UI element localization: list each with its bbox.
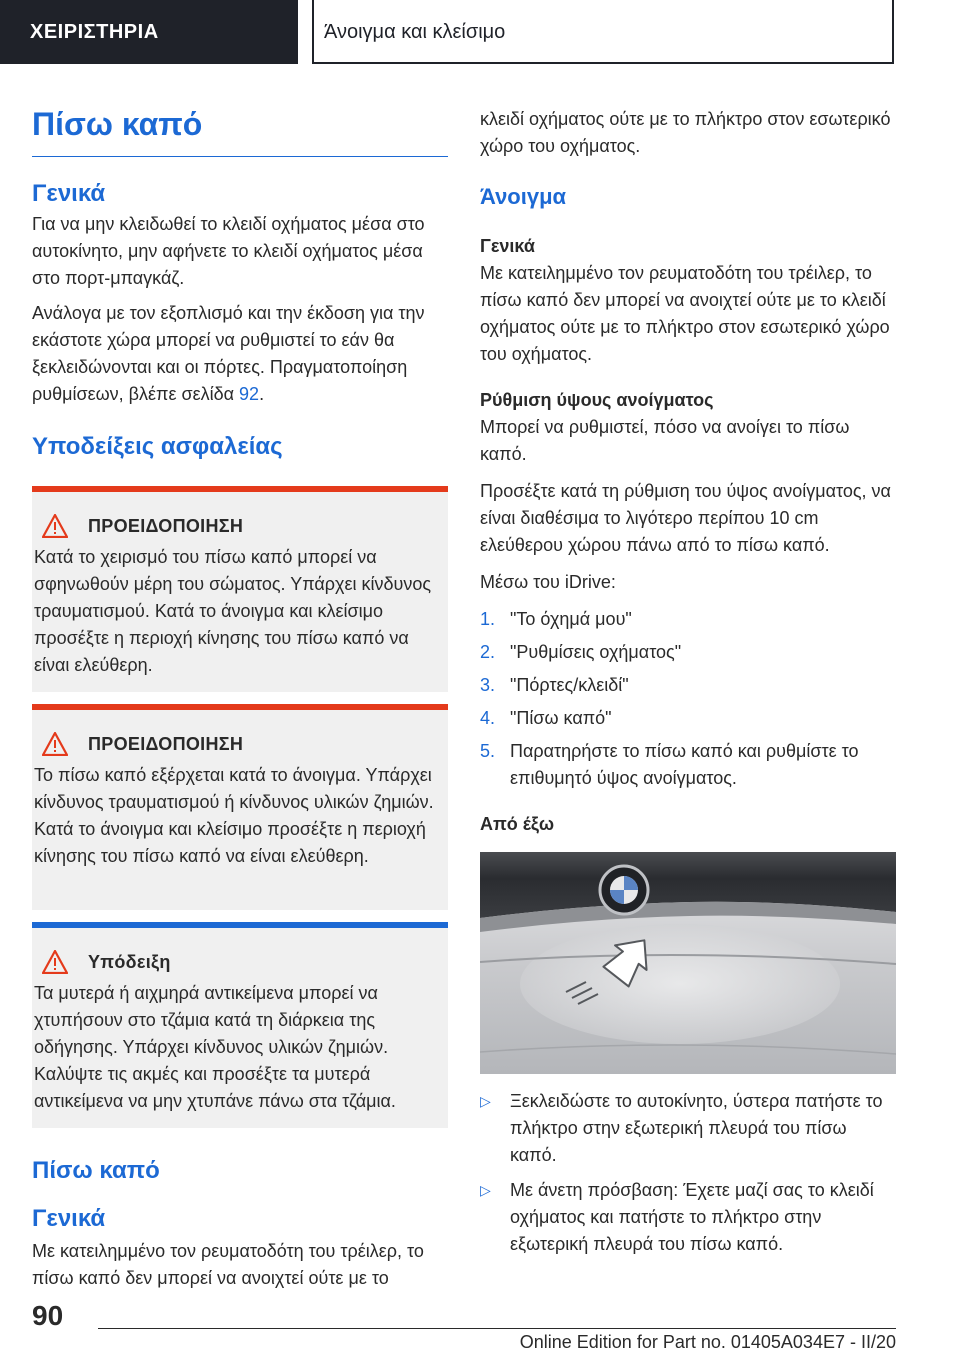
note-box	[32, 922, 448, 1128]
warning-text: Κατά το χειρισμό του πίσω καπό μπορεί να σφηνωθούν μέρη του σώματος. Υπάρχει κίνδυνος τραυματισμού. Κατά το άνοιγμα και κλείσιμο προσέξτε η περιοχή κίνησης του πίσω καπό να είναι ελεύθερη.	[34, 547, 432, 675]
warning-triangle-icon	[42, 950, 68, 974]
note-title: Υπόδειξη	[88, 951, 171, 972]
section-subheading: Γενικά	[32, 1205, 106, 1232]
height-heading: Ρύθμιση ύψους ανοίγματος	[480, 390, 714, 410]
note-text: Τα μυτερά ή αιχμηρά αντικείμενα μπορεί να χτυπήσουν στο τζάμια κατά τη διάρκεια της οδήγησης. Υπάρχει κίνδυνος υλικών ζημιών. Καλύψτε τις ακμές και προσέξτε τα μυτερά αντικείμενα να μην χτυπάνε πάνω στα τζάμια.	[34, 983, 396, 1111]
footer-divider	[98, 1328, 896, 1329]
page-title: Πίσω καπό	[32, 104, 448, 157]
safety-heading: Υποδείξεις ασφαλείας	[32, 433, 283, 460]
list-item: 3. "Πόρτες/κλειδί"	[480, 675, 629, 695]
idrive-intro: Μέσω του iDrive:	[480, 572, 616, 592]
list-item: 1. "Το όχημά μου"	[480, 609, 632, 629]
list-item: 4. "Πίσω καπό"	[480, 708, 612, 728]
outside-steps	[480, 1088, 896, 1258]
height-paragraph-2: Προσέξτε κατά τη ρύθμιση του ύψος ανοίγματος, να είναι διαθέσιμα το λιγότερο περίπου 10 cm ελεύθερου χώρου πάνω από το πίσω καπό.	[480, 481, 891, 555]
height-paragraph-1: Μπορεί να ρυθμιστεί, πόσο να ανοίγει το πίσω καπό.	[480, 417, 850, 464]
header-topic-box	[312, 0, 894, 64]
general-paragraph-1: Για να μην κλειδωθεί το κλειδί οχήματος μέσα στο αυτοκίνητο, μην αφήνετε το κλειδί οχήματος μέσα στο πορτ-μπαγκάζ.	[32, 214, 425, 288]
general-heading: Γενικά	[32, 180, 106, 207]
triangle-bullet-icon: ▷	[480, 1093, 491, 1109]
continued-paragraph: κλειδί οχήματος ούτε με το πλήκτρο στον εσωτερικό χώρο του οχήματος.	[480, 109, 891, 156]
list-item: 2. "Ρυθμίσεις οχήματος"	[480, 642, 682, 662]
left-column	[32, 92, 448, 1292]
page-footer	[0, 1290, 960, 1362]
general-paragraph-2: Ανάλογα με τον εξοπλισμό και την έκδοση για την εκάστοτε χώρα μπορεί να ρυθμιστεί το εάν θα ξεκλειδώνονται και οι πόρτες. Πραγματοποίηση ρυθμίσεων, βλέπε σελίδα 92.	[32, 303, 425, 404]
opening-heading: Άνοιγμα	[480, 184, 567, 209]
warning-title: ΠΡΟΕΙΔΟΠΟΙΗΣΗ	[88, 515, 244, 536]
list-item: 5. Παρατηρήστε το πίσω καπό και ρυθμίστε το επιθυμητό ύψος ανοίγματος.	[480, 741, 859, 788]
warning-text: Το πίσω καπό εξέρχεται κατά το άνοιγμα. Υπάρχει κίνδυνος τραυματισμού ή κίνδυνος υλικών ζημιών. Κατά το άνοιγμα και κλείσιμο προσέξτε η περιοχή κίνησης του πίσω καπό να είναι ελεύθερη.	[34, 765, 434, 866]
page-header	[0, 0, 960, 66]
page-number: 90	[32, 1300, 64, 1331]
bmw-emblem-icon	[600, 866, 648, 914]
warning-box-1	[32, 486, 448, 692]
warning-triangle-icon	[42, 514, 68, 538]
header-topic-label: Άνοιγμα και κλείσιμο	[324, 21, 506, 43]
warning-triangle-icon	[42, 732, 68, 756]
triangle-bullet-icon: ▷	[480, 1182, 491, 1198]
header-section-label: ΧΕΙΡΙΣΤΗΡΙΑ	[0, 0, 298, 64]
right-column	[480, 92, 896, 1266]
opening-general-paragraph: Με κατειλημμένο τον ρευματοδότη του τρέιλερ, το πίσω καπό δεν μπορεί να ανοιχτεί ούτε με το κλειδί οχήματος ούτε με το πλήκτρο στον εσωτερικό χώρο του οχήματος.	[480, 263, 890, 364]
section-heading: Πίσω καπό	[32, 1157, 160, 1184]
page-reference-link[interactable]: 92	[239, 384, 260, 404]
edition-label: Online Edition for Part no. 01405A034E7 - II/20	[519, 1332, 896, 1352]
opening-general-heading: Γενικά	[480, 236, 535, 256]
section-paragraph: Με κατειλημμένο τον ρευματοδότη του τρέιλερ, το πίσω καπό δεν μπορεί να ανοιχτεί ούτε με το	[32, 1241, 424, 1288]
warning-title: ΠΡΟΕΙΔΟΠΟΙΗΣΗ	[88, 733, 244, 754]
trunk-button-photo	[480, 852, 896, 1074]
outside-heading: Από έξω	[480, 814, 555, 834]
warning-box-2	[32, 704, 448, 910]
idrive-steps	[480, 606, 896, 792]
list-item: ▷ Ξεκλειδώστε το αυτοκίνητο, ύστερα πατήστε το πλήκτρο στην εξωτερική πλευρά του πίσω καπό.	[480, 1088, 896, 1169]
list-item: ▷ Με άνετη πρόσβαση: Έχετε μαζί σας το κλειδί οχήματος και πατήστε το πλήκτρο στην εξωτερική πλευρά του πίσω καπό.	[480, 1177, 896, 1258]
